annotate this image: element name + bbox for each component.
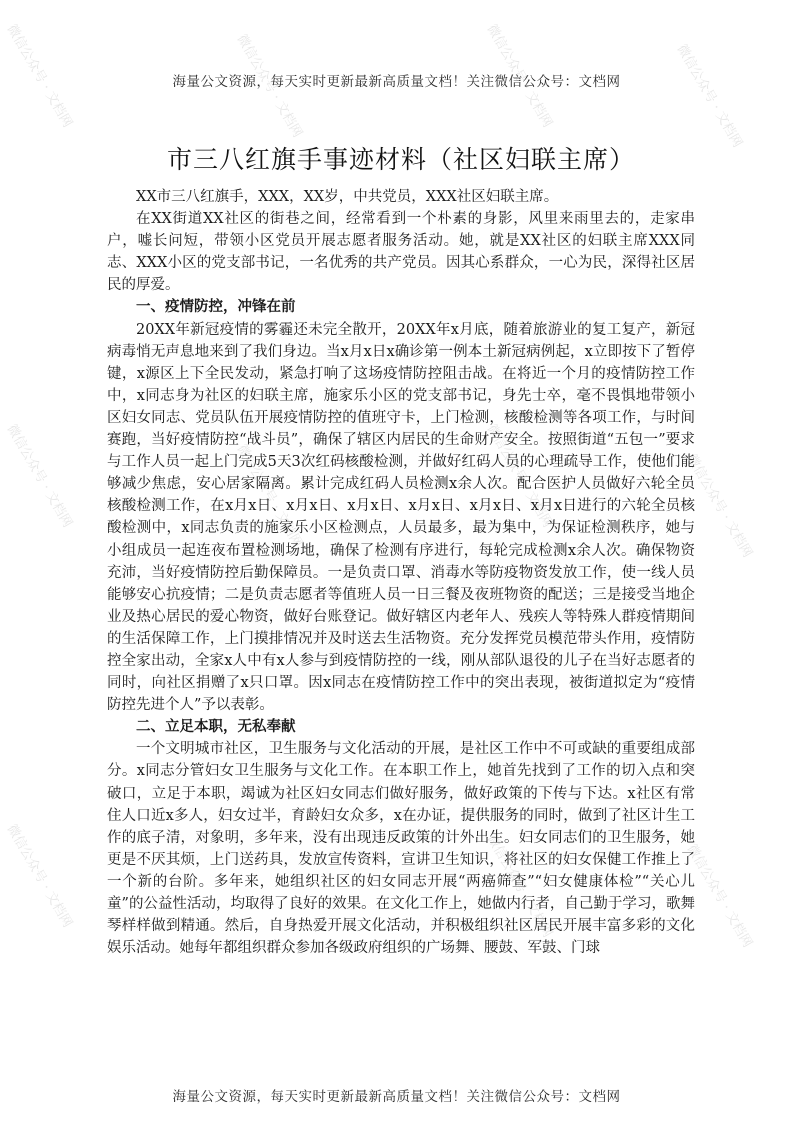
watermark: 微信公众号 · 文档网 <box>673 42 745 151</box>
intro-paragraph: XX市三八红旗手，XXX，XX岁，中共党员，XXX社区妇联主席。 <box>136 189 559 205</box>
watermark: 微信公众号 · 文档网 <box>3 822 75 931</box>
section-paragraph: 一个文明城市社区，卫生服务与文化活动的开展，是社区工作中不可或缺的重要组成部分。x同志分管妇女卫生服务与文化工作。在本职工作上，她首先找到了工作的切入点和突破口，立足于本职，竭诚为社区妇女同志们做好服务，做好政策的下传与下达。x社区有常住人口近x多人，妇女过半，育龄妇女众多，x在办证，提供服务的同时，做到了社区计生工作的底子清，对象明，多年来，没有出现违反政策的计外出生。妇女同志们的卫生服务，她更是不厌其烦，上门送药具，发放宣传资料，宣讲卫生知识，将社区的妇女保健工作推上了一个新的台阶。多年来，她组织社区的妇女同志开展“两癌筛查”“妇女健康体检”“关心儿童”的公益性活动，均取得了良好的效果。在文化工作上，她做内行者，自己勤于学习，歌舞琴样样做到精通。然后，自身热爱开展文化活动，并积极组织社区居民开展丰富多彩的文化娱乐活动。她每年都组织群众参加各级政府组织的广场舞、腰鼓、军鼓、门球 <box>107 741 695 957</box>
watermark: 微信公众号 · 文档网 <box>683 842 755 951</box>
page-footer: 海量公文资源，每天实时更新最新高质量文档！关注微信公众号：文档网 <box>172 1089 621 1105</box>
watermark: 微信公众号 · 文档网 <box>3 22 75 131</box>
section-paragraph: 20XX年新冠疫情的雾霾还未完全散开，20XX年x月底，随着旅游业的复工复产，新冠病毒悄无声息地来到了我们身边。当x月x日x确诊第一例本土新冠病例起，x立即按下了暂停键，x源区上下全民发动，紧急打响了这场疫情防控阻击战。在将近一个月的疫情防控工作中，x同志身为社区的妇联主席，施家乐小区的党支部书记，身先士卒，毫不畏惧地带领小区妇女同志、党员队伍开展疫情防控的值班守卡，上门检测，核酸检测等各项工作，与时间赛跑，当好疫情防控“战斗员”，确保了辖区内居民的生命财产安全。按照街道“五包一”要求与工作人员一起上门完成5天3次红码核酸检测，并做好红码人员的心理疏导工作，使他们能够减少焦虑，安心居家隔离。累计完成红码人员检测x余人次。配合医护人员做好六轮全员核酸检测工作，在x月x日、x月x日、x月x日、x月x日、x月x日、x月x日进行的六轮全员核酸检测中，x同志负责的施家乐小区检测点，人员最多，最为集中，为保证检测秩序，她与小组成员一起连夜布置检测场地，确保了检测有序进行，每轮完成检测x余人次。确保物资充沛，当好疫情防控后勤保障员。一是负责口罩、消毒水等防疫物资发放工作，使一线人员能够安心抗疫情；二是负责志愿者等值班人员一日三餐及夜班物资的配送；三是接受当地企业及热心居民的爱心物资，做好台账登记。做好辖区内老年人、残疾人等特殊人群疫情期间的生活保障工作，上门摸排情况并及时送去生活物资。充分发挥党员模范带头作用，疫情防控全家出动，全家x人中有x人参与到疫情防控的一线，刚从部队退役的儿子在当好志愿者的同时，向社区捐赠了x只口罩。因x同志在疫情防控工作中的突出表现，被街道拟定为“疫情防控先进个人”予以表彰。 <box>107 321 695 714</box>
watermark: 微信公众号 · 文档网 <box>483 22 555 131</box>
document-body <box>107 140 695 959</box>
watermark: 微信公众号 · 文档网 <box>683 452 755 561</box>
page-header: 海量公文资源，每天实时更新最新高质量文档！关注微信公众号：文档网 <box>172 74 621 90</box>
watermark: 微信公众号 · 文档网 <box>483 832 555 941</box>
document-title: 市三八红旗手事迹材料（社区妇联主席） <box>166 145 635 174</box>
watermark: 微信公众号 · 文档网 <box>233 32 305 141</box>
watermark: 微信公众号 · 文档网 <box>483 422 555 531</box>
section-heading: 一、疫情防控，冲锋在前 <box>136 299 296 316</box>
section-heading: 二、立足本职，无私奉献 <box>136 719 296 736</box>
watermark: 微信公众号 · 文档网 <box>3 422 75 531</box>
intro-paragraph: 在XX街道XX社区的街巷之间，经常看到一个朴素的身影，风里来雨里去的，走家串户，嘘长问短，带领小区党员开展志愿者服务活动。她，就是XX社区的妇联主席XXX同志、XXX小区的党支部书记，一名优秀的共产党员。因其心系群众，一心为民，深得社区居民的厚爱。 <box>107 211 695 294</box>
watermark: 微信公众号 · 文档网 <box>233 442 305 551</box>
